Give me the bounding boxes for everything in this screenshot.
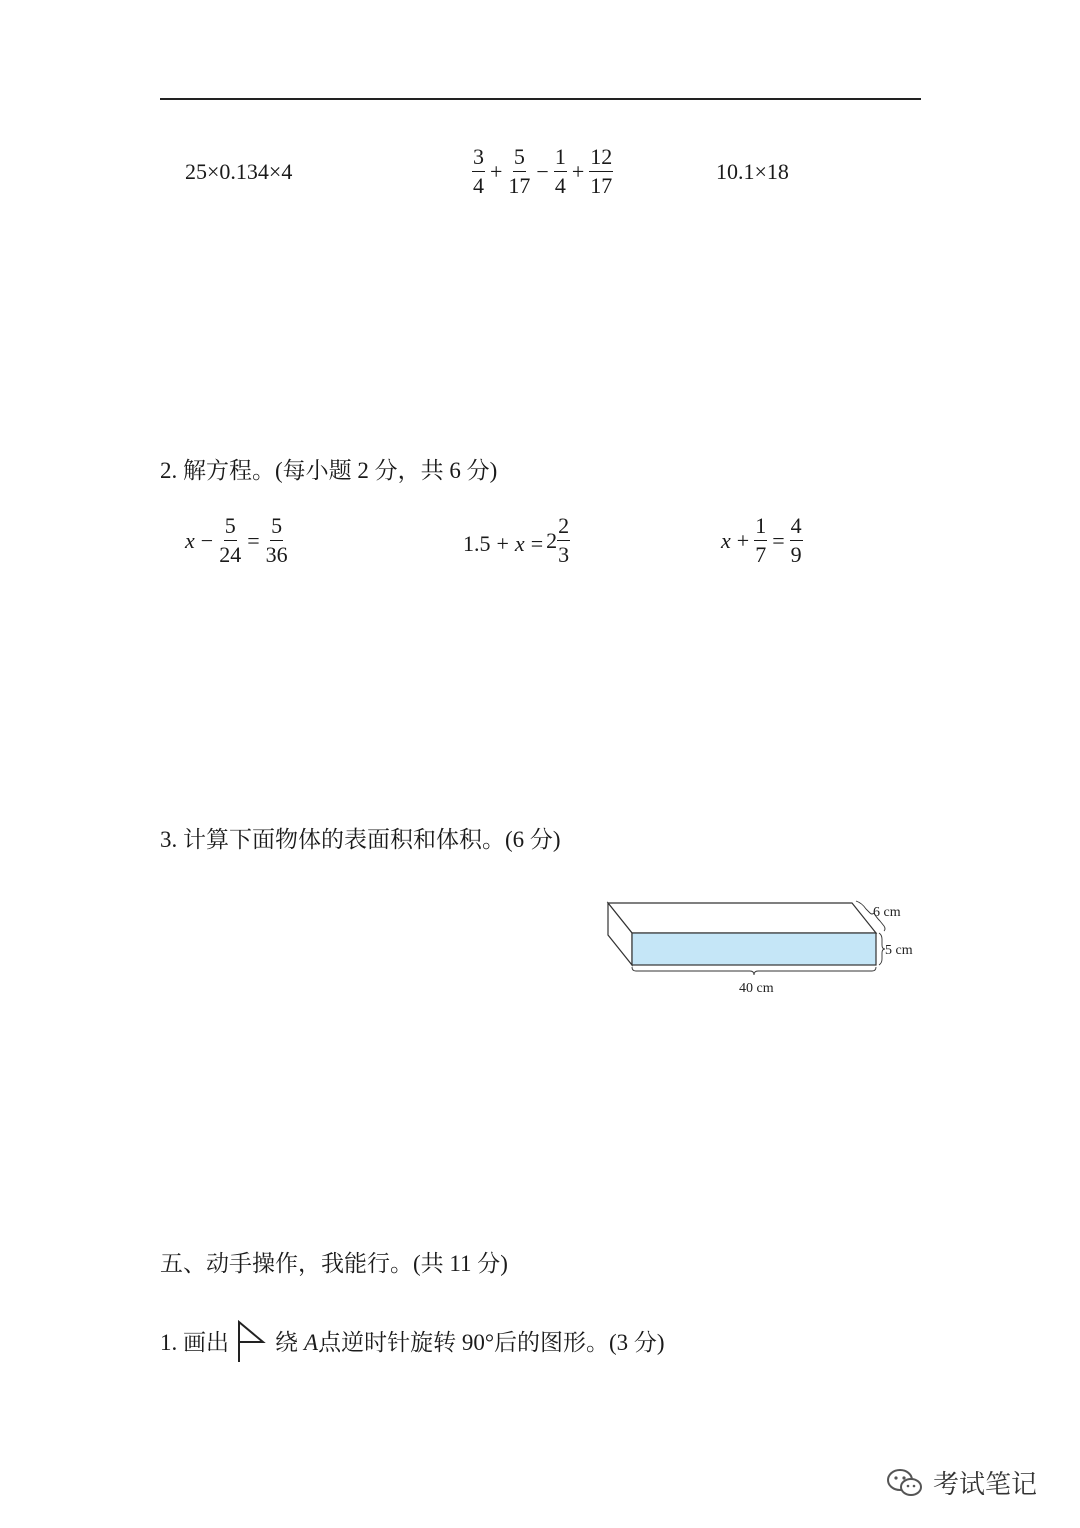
- question-3-title: 3. 计算下面物体的表面积和体积。(6 分): [160, 827, 561, 852]
- variable: x: [721, 527, 731, 553]
- equals: =: [772, 527, 785, 553]
- question-2-title: 2. 解方程。(每小题 2 分，共 6 分): [160, 458, 498, 483]
- equation-1: [185, 515, 291, 566]
- length-label: 40 cm: [739, 981, 774, 996]
- operator: +: [571, 158, 585, 184]
- operator: +: [496, 530, 509, 556]
- fraction: $\frac{3}{4}$: [473, 144, 484, 198]
- variable: x: [514, 530, 525, 556]
- operator: −: [200, 527, 214, 553]
- equals: =: [530, 530, 544, 556]
- flag-shape-icon: [237, 1320, 267, 1364]
- fraction: $\frac{5}{24}$: [219, 513, 242, 567]
- point-a-label: A: [304, 1329, 319, 1355]
- cuboid-top-face: [608, 903, 876, 933]
- expression-1: 25×0.134×4: [185, 159, 293, 184]
- fraction: $\frac{5}{36}$: [265, 513, 288, 567]
- depth-label: 6 cm: [873, 905, 901, 920]
- operator: −: [536, 158, 549, 184]
- height-label: 5 cm: [885, 943, 913, 958]
- equation-2: [463, 515, 572, 566]
- section-5-title: 五、动手操作，我能行。(共 11 分): [160, 1251, 508, 1276]
- number: 1.5: [463, 530, 491, 556]
- watermark: [885, 1464, 1037, 1501]
- fraction: $\frac{12}{17}$: [590, 144, 613, 198]
- expression-3: 10.1×18: [716, 159, 789, 184]
- fraction: $\frac{4}{9}$: [790, 513, 802, 567]
- operator: +: [490, 158, 503, 184]
- question-5-1-around: 绕: [275, 1329, 298, 1355]
- fraction: $\frac{5}{17}$: [508, 144, 531, 198]
- fraction: $\frac{1}{7}$: [755, 513, 767, 567]
- operator: +: [736, 527, 750, 553]
- question-5-1: [160, 1320, 665, 1364]
- question-5-1-prefix: 1. 画出: [160, 1329, 229, 1355]
- cuboid-figure: [600, 895, 930, 1005]
- fraction: $\frac{1}{4}$: [554, 144, 566, 198]
- cuboid-front-face: [632, 933, 876, 965]
- question-5-1-suffix: 点逆时针旋转 90°后的图形。(3 分): [318, 1329, 665, 1355]
- mixed-number: 2 $\frac{2}{3}$: [546, 513, 570, 567]
- equals: =: [247, 527, 260, 553]
- length-brace: [632, 967, 876, 975]
- watermark-text: 考试笔记: [933, 1470, 1038, 1500]
- top-rule: [160, 98, 921, 100]
- expression-2: [470, 146, 615, 197]
- equation-3: [721, 515, 805, 566]
- variable: x: [185, 527, 195, 553]
- wechat-icon: [885, 1465, 925, 1501]
